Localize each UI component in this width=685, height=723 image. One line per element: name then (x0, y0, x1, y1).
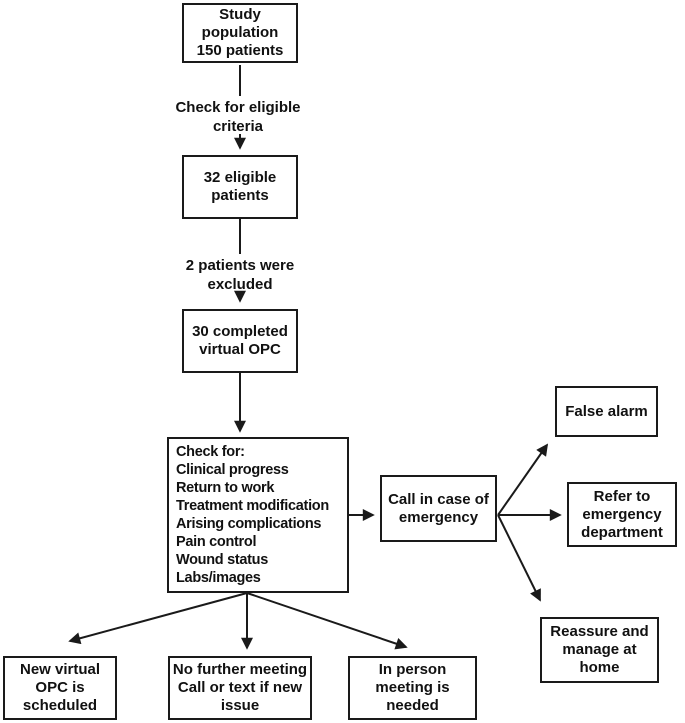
box-in-person-meeting-line: meeting is (375, 679, 450, 696)
box-eligible-patients-line: patients (211, 187, 269, 204)
box-study-population-line: 150 patients (196, 42, 284, 59)
box-reassure-line: manage at (562, 641, 637, 658)
box-check-for-line: Arising complications (176, 516, 322, 532)
box-false-alarm (555, 386, 658, 437)
box-completed-virtual-opc (182, 309, 298, 373)
box-new-virtual-opc-line: scheduled (22, 697, 98, 714)
box-no-further-meeting-line: Call or text if new (177, 679, 303, 696)
edge-label-excluded-line: 2 patients were (185, 257, 295, 274)
box-check-for-line: Check for: (176, 443, 245, 460)
box-eligible-patients (182, 155, 298, 219)
box-check-for-line: Wound status (176, 552, 268, 569)
edge-label-excluded-line: excluded (207, 275, 273, 293)
box-study-population-line: population (201, 24, 279, 41)
box-check-for-line: Clinical progress (176, 461, 289, 478)
edge-label-eligibility-line: criteria (212, 117, 264, 135)
edge-checkfor-to-in-person (247, 593, 406, 647)
box-completed-virtual-opc-line: virtual OPC (199, 341, 281, 358)
edge-checkfor-to-new-virtual (70, 593, 247, 641)
edge-call-to-false-alarm (498, 445, 547, 515)
box-reassure-line: Reassure and (550, 623, 649, 640)
box-new-virtual-opc-line: OPC is (35, 679, 85, 696)
box-call-in-emergency-line: emergency (398, 508, 479, 526)
box-refer-emergency-line: emergency (582, 505, 662, 523)
box-eligible-patients-line: 32 eligible (203, 169, 277, 186)
box-study-population (182, 3, 298, 63)
box-refer-emergency-line: department (581, 523, 663, 541)
edge-label-eligibility-check (158, 99, 318, 137)
box-new-virtual-opc-line: New virtual (19, 661, 101, 678)
box-call-in-emergency-line: Call in case of (388, 490, 489, 508)
box-no-further-meeting (168, 656, 312, 720)
box-new-virtual-opc (3, 656, 117, 720)
box-check-for-line: Pain control (176, 534, 257, 551)
box-no-further-meeting-line: No further meeting (172, 661, 308, 678)
box-check-for-line: Labs/images (176, 570, 261, 587)
box-reassure-manage-home (540, 617, 659, 683)
edge-label-eligibility-line: Check for eligible (175, 99, 301, 116)
box-completed-virtual-opc-line: 30 completed (192, 323, 288, 340)
edge-call-to-reassure (498, 515, 540, 600)
box-check-for-list (167, 437, 349, 593)
box-reassure-line: home (579, 659, 620, 676)
box-false-alarm-line: False alarm (565, 402, 648, 420)
box-call-in-emergency (380, 475, 497, 542)
box-in-person-meeting-line: In person (378, 661, 447, 678)
box-refer-emergency-department (567, 482, 677, 547)
box-check-for-line: Treatment modification (176, 497, 329, 514)
edge-label-excluded (160, 257, 320, 295)
box-study-population-line: Study (219, 6, 261, 23)
box-refer-emergency-line: Refer to (593, 487, 651, 505)
box-no-further-meeting-line: issue (220, 697, 260, 714)
box-in-person-meeting (348, 656, 477, 720)
box-check-for-line: Return to work (176, 479, 275, 496)
box-in-person-meeting-line: needed (386, 697, 439, 714)
